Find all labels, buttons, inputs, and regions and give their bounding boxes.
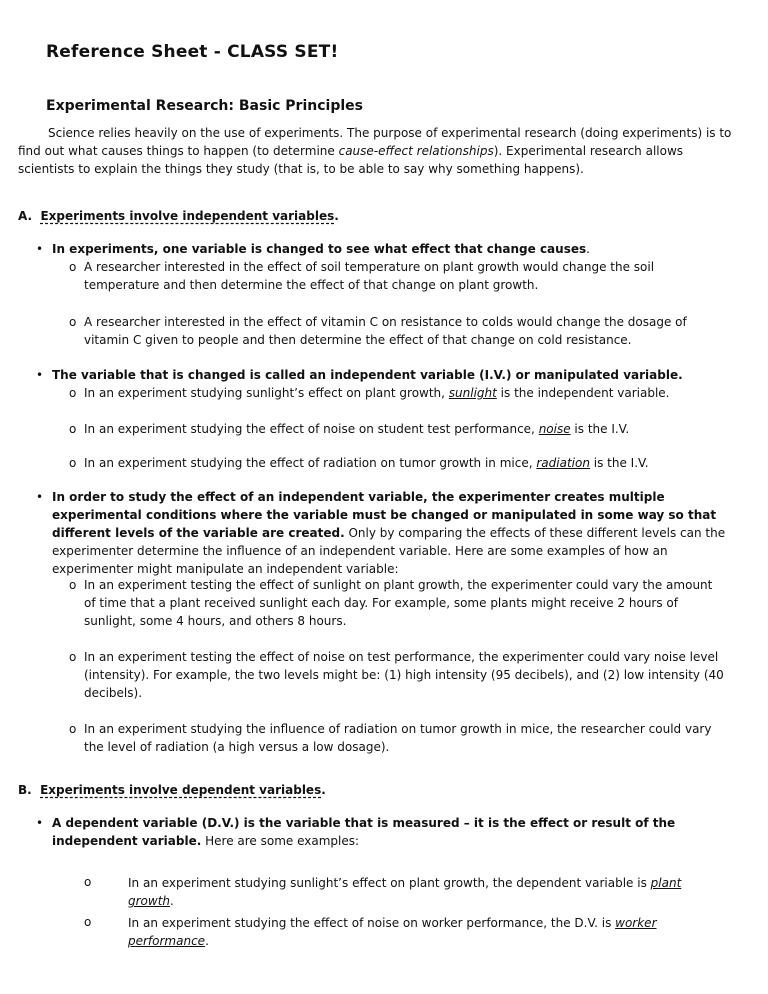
section-subtitle: Experimental Research: Basic Principles [46,98,363,114]
sub-bullet-icon: o [69,386,77,400]
section-b-heading: B. Experiments involve dependent variables. [18,783,326,797]
sub-bullet-icon: o [69,260,77,274]
sub-a2-1: o In an experiment studying sunlight’s effect on plant growth, sunlight is the independent variable. [69,386,670,400]
intro-paragraph: Science relies heavily on the use of experiments. The purpose of experimental research (doing experiments) is to find out what causes things to happen (to determine cause-effect relationships). Experimental research allows scientists to explain the things they study (that is, to be able to say why something happens). [18,126,732,176]
bullet-icon: • [36,368,44,382]
bullet-icon: • [36,242,44,256]
sub-bullet-icon: o [84,875,92,889]
sub-bullet-icon: o [69,456,77,470]
sub-a3-1: o In an experiment testing the effect of sunlight on plant growth, the experimenter could vary the amount of time that a plant received sunlight each day. For example, some plants might receive 2 hours of sunlight, some 4 hours, and others 8 hours. [69,578,713,628]
sub-a3-3: o In an experiment studying the influence of radiation on tumor growth in mice, the researcher could vary the level of radiation (a high versus a low dosage). [69,722,712,754]
sub-bullet-icon: o [69,315,77,329]
sub-bullet-icon: o [84,915,92,929]
sub-a2-2: o In an experiment studying the effect of noise on student test performance, noise is the I.V. [69,422,630,436]
bullet-b1: • A dependent variable (D.V.) is the variable that is measured – it is the effect or result of the independent variable. Here are some examples: [36,816,676,848]
page-title: Reference Sheet - CLASS SET! [46,42,339,62]
sub-a1-2: o A researcher interested in the effect of vitamin C on resistance to colds would change the dosage of vitamin C given to people and then determine the effect of that change on cold resistance. [69,315,687,347]
sub-a2-3: o In an experiment studying the effect of radiation on tumor growth in mice, radiation is the I.V. [69,456,649,470]
section-a-heading: A. Experiments involve independent variables. [18,209,339,223]
sub-a3-2: o In an experiment testing the effect of noise on test performance, the experimenter could vary noise level (intensity). For example, the two levels might be: (1) high intensity (95 decibels), and (2) low intensity (40 decibels). [69,650,724,700]
sub-b1-2: In an experiment studying the effect of noise on worker performance, the D.V. is worker performance. [128,916,657,948]
sub-bullet-icon: o [69,578,77,592]
bullet-icon: • [36,816,44,830]
bullet-a3: • In order to study the effect of an independent variable, the experimenter creates multiple experimental conditions where the variable must be changed or manipulated in some way so that different levels of the variable are created. Only by comparing the effects of these different levels can the experimenter determine the influence of an independent variable. Here are some examples of how an experimenter might manipulate an independent variable: [36,490,726,576]
bullet-icon: • [36,490,44,504]
bullet-a1: • In experiments, one variable is changed to see what effect that change causes. [36,242,590,256]
sub-bullet-icon: o [69,650,77,664]
bullet-a2: • The variable that is changed is called an independent variable (I.V.) or manipulated variable. [36,368,683,382]
sub-a1-1: o A researcher interested in the effect of soil temperature on plant growth would change the soil temperature and then determine the effect of that change on plant growth. [69,260,655,292]
sub-bullet-icon: o [69,722,77,736]
sub-b1-1: In an experiment studying sunlight’s effect on plant growth, the dependent variable is plant growth. [128,876,682,908]
sub-bullet-icon: o [69,422,77,436]
